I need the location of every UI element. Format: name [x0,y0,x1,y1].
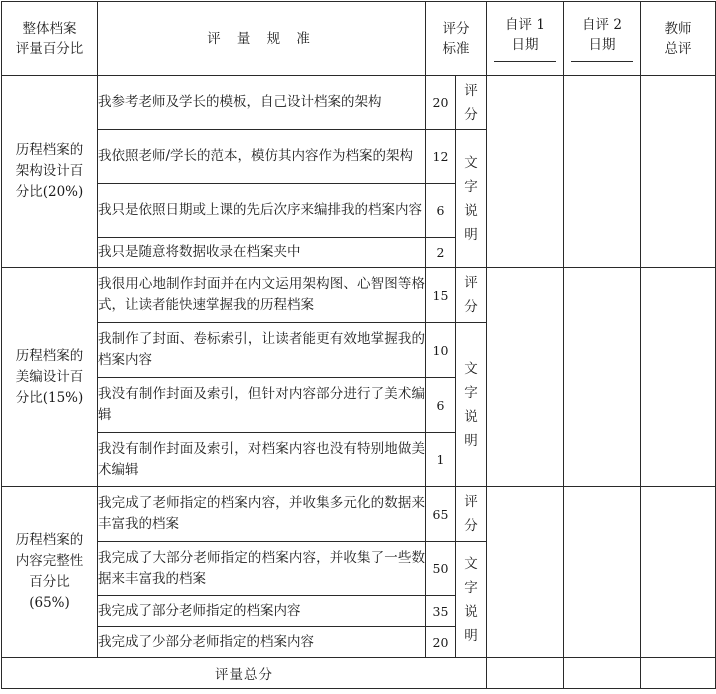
header-self-eval-2: 自评 2 日期 [564,2,641,76]
section-title: 历程档案的 美编设计百 分比(15%) [2,268,98,487]
header-row [2,2,716,76]
teacher-eval-cell[interactable] [641,76,716,268]
kind-score-label: 评 分 [456,76,487,130]
criterion-score: 2 [426,238,456,268]
criterion-score: 50 [426,542,456,596]
criterion-text: 我没有制作封面及索引，对档案内容也没有特别地做美术编辑 [98,433,426,487]
criterion-score: 35 [426,596,456,627]
criterion-text: 我没有制作封面及索引，但针对内容部分进行了美术编辑 [98,378,426,433]
header-self-eval-1: 自评 1 日期 [487,2,564,76]
self-eval-2-cell[interactable] [564,268,641,487]
criterion-text: 我完成了部分老师指定的档案内容 [98,596,426,627]
criterion-text: 我制作了封面、卷标索引，让读者能更有效地掌握我的档案内容 [98,323,426,378]
criterion-score: 6 [426,378,456,433]
total-row [2,658,716,689]
criterion-text: 我依照老师/学长的范本，模仿其内容作为档案的架构 [98,130,426,184]
section-title: 历程档案的 内容完整性 百分比 (65%) [2,487,98,658]
date-blank-line [494,61,556,62]
teacher-eval-cell[interactable] [641,487,716,658]
rubric-table [1,1,716,689]
criterion-text: 我完成了大部分老师指定的档案内容，并收集了一些数据来丰富我的档案 [98,542,426,596]
kind-score-label: 评 分 [456,268,487,323]
kind-score-label: 评 分 [456,487,487,542]
criterion-text: 我只是随意将数据收录在档案夹中 [98,238,426,268]
kind-text-label: 文 字 说 明 [456,542,487,658]
total-score-label: 评量总分 [2,658,487,689]
kind-text-label: 文 字 说 明 [456,323,487,487]
criterion-score: 6 [426,184,456,238]
self-eval-1-cell[interactable] [487,487,564,658]
header-teacher-eval: 教师 总评 [641,2,716,76]
kind-text-label: 文 字 说 明 [456,130,487,268]
teacher-eval-cell[interactable] [641,268,716,487]
criterion-text: 我参考老师及学长的模板，自己设计档案的架构 [98,76,426,130]
self-eval-2-total-cell[interactable] [564,658,641,689]
criterion-score: 20 [426,627,456,658]
table-row [2,76,716,130]
self-eval-2-cell[interactable] [564,487,641,658]
header-score-standard: 评分 标准 [426,2,487,76]
self-eval-1-total-cell[interactable] [487,658,564,689]
criterion-score: 12 [426,130,456,184]
teacher-total-cell[interactable] [641,658,716,689]
section-title: 历程档案的 架构设计百 分比(20%) [2,76,98,268]
header-section: 整体档案 评量百分比 [2,2,98,76]
criterion-text: 我很用心地制作封面并在内文运用架构图、心智图等格式，让读者能快速掌握我的历程档案 [98,268,426,323]
criterion-text: 我只是依照日期或上课的先后次序来编排我的档案内容 [98,184,426,238]
self-eval-2-cell[interactable] [564,76,641,268]
criterion-text: 我完成了老师指定的档案内容，并收集多元化的数据来丰富我的档案 [98,487,426,542]
table-row [2,268,716,323]
header-criteria: 评 量 规 准 [98,2,426,76]
criterion-score: 10 [426,323,456,378]
date-blank-line [571,61,633,62]
self-eval-1-cell[interactable] [487,268,564,487]
criterion-score: 15 [426,268,456,323]
criterion-score: 20 [426,76,456,130]
criterion-text: 我完成了少部分老师指定的档案内容 [98,627,426,658]
table-row [2,487,716,542]
self-eval-1-cell[interactable] [487,76,564,268]
criterion-score: 65 [426,487,456,542]
criterion-score: 1 [426,433,456,487]
